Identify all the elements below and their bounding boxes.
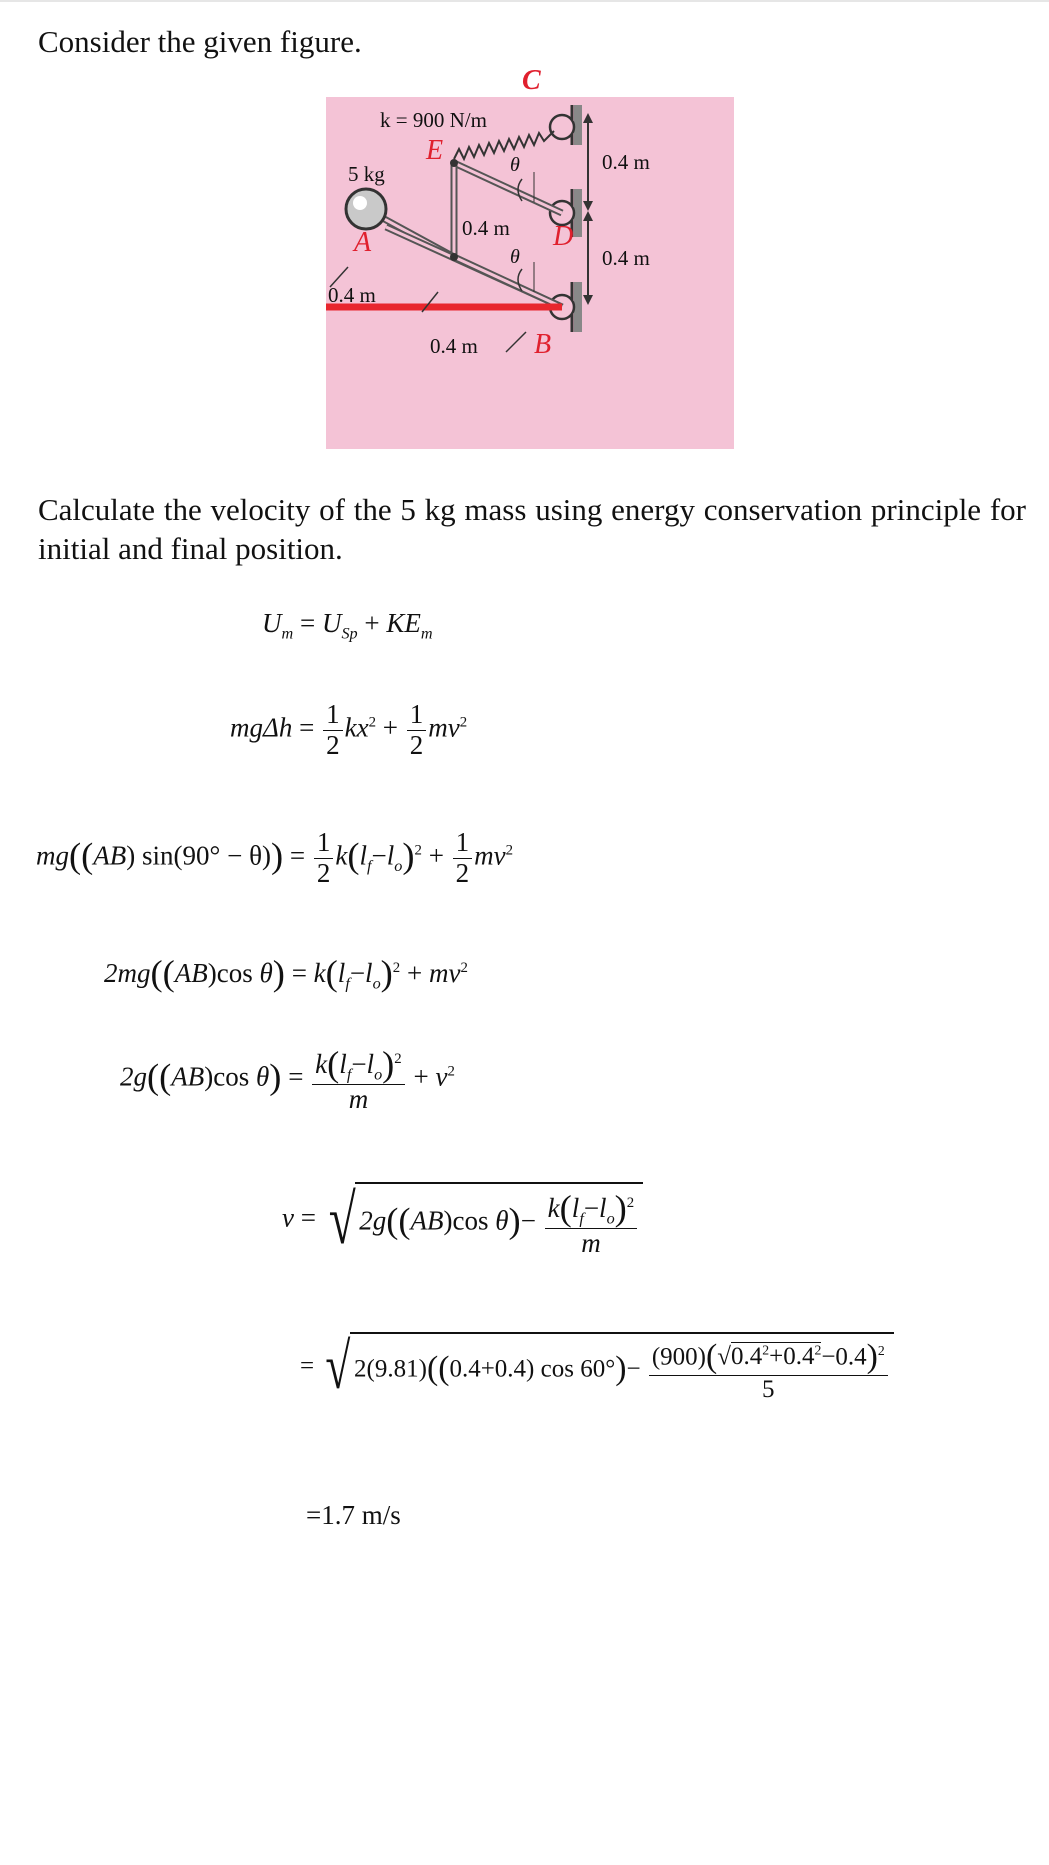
label-e: E bbox=[426, 135, 444, 166]
label-d: D bbox=[553, 221, 574, 252]
label-c: C bbox=[522, 65, 541, 96]
label-04-right-bottom: 0.4 m bbox=[602, 246, 650, 270]
wall-c-hatch bbox=[574, 105, 582, 145]
mass-5kg bbox=[346, 189, 386, 229]
mechanism-figure bbox=[326, 65, 734, 449]
label-04-bottom: 0.4 m bbox=[430, 334, 478, 358]
label-theta-1: θ bbox=[510, 154, 520, 176]
mass-highlight bbox=[353, 196, 367, 210]
question-text: Calculate the velocity of the 5 kg mass using energy conservation principle for initial and final position. bbox=[38, 492, 1026, 566]
equation-1: $U_m = U_{Sp} + KE_m$ bbox=[262, 608, 433, 643]
label-a: A bbox=[354, 227, 372, 258]
label-k: k = 900 N/m bbox=[380, 108, 487, 132]
label-04-inner: 0.4 m bbox=[462, 216, 510, 240]
label-b: B bbox=[534, 329, 552, 360]
equation-7: = √ 2(9.81)((0.4+0.4) cos 60°)− $\frac{(900)(√0.4^2+0.4^2-0.4)^2}{5}$ bbox=[300, 1332, 894, 1404]
joint-e bbox=[450, 159, 458, 167]
figure-background bbox=[326, 97, 734, 449]
label-5kg: 5 kg bbox=[348, 162, 385, 186]
top-divider bbox=[0, 0, 1049, 2]
equation-2: mgΔh = $\frac{1}{2}$ $kx^2$ + $\frac{1}{2}$ $mv^2$ bbox=[230, 699, 468, 760]
equation-8-result: =1.7 m/s bbox=[306, 1500, 401, 1530]
equation-6: v = √ 2g((AB)cos θ)− $\frac{k(l_f-l_o)^2}{m}$ bbox=[282, 1182, 643, 1259]
equation-3: mg((AB) sin(90° − θ)) = $\frac{1}{2}$ $k(l_f-l_o)^2$ + $\frac{1}{2}$ $mv^2$ bbox=[36, 827, 514, 888]
pin-c bbox=[550, 115, 574, 139]
equation-4: 2mg((AB)cos $\theta) = k(l_f-l_o)^2 + mv^2$ bbox=[104, 953, 468, 993]
label-04-right-top: 0.4 m bbox=[602, 150, 650, 174]
intro-text: Consider the given figure. bbox=[38, 24, 362, 59]
equation-5: 2g((AB)cos θ) = $\frac{k(l_f-l_o)^2}{m}$ + $v^2$ bbox=[120, 1044, 455, 1115]
label-04-left: 0.4 m bbox=[328, 283, 376, 307]
joint-mid bbox=[450, 253, 458, 261]
label-theta-2: θ bbox=[510, 246, 520, 268]
